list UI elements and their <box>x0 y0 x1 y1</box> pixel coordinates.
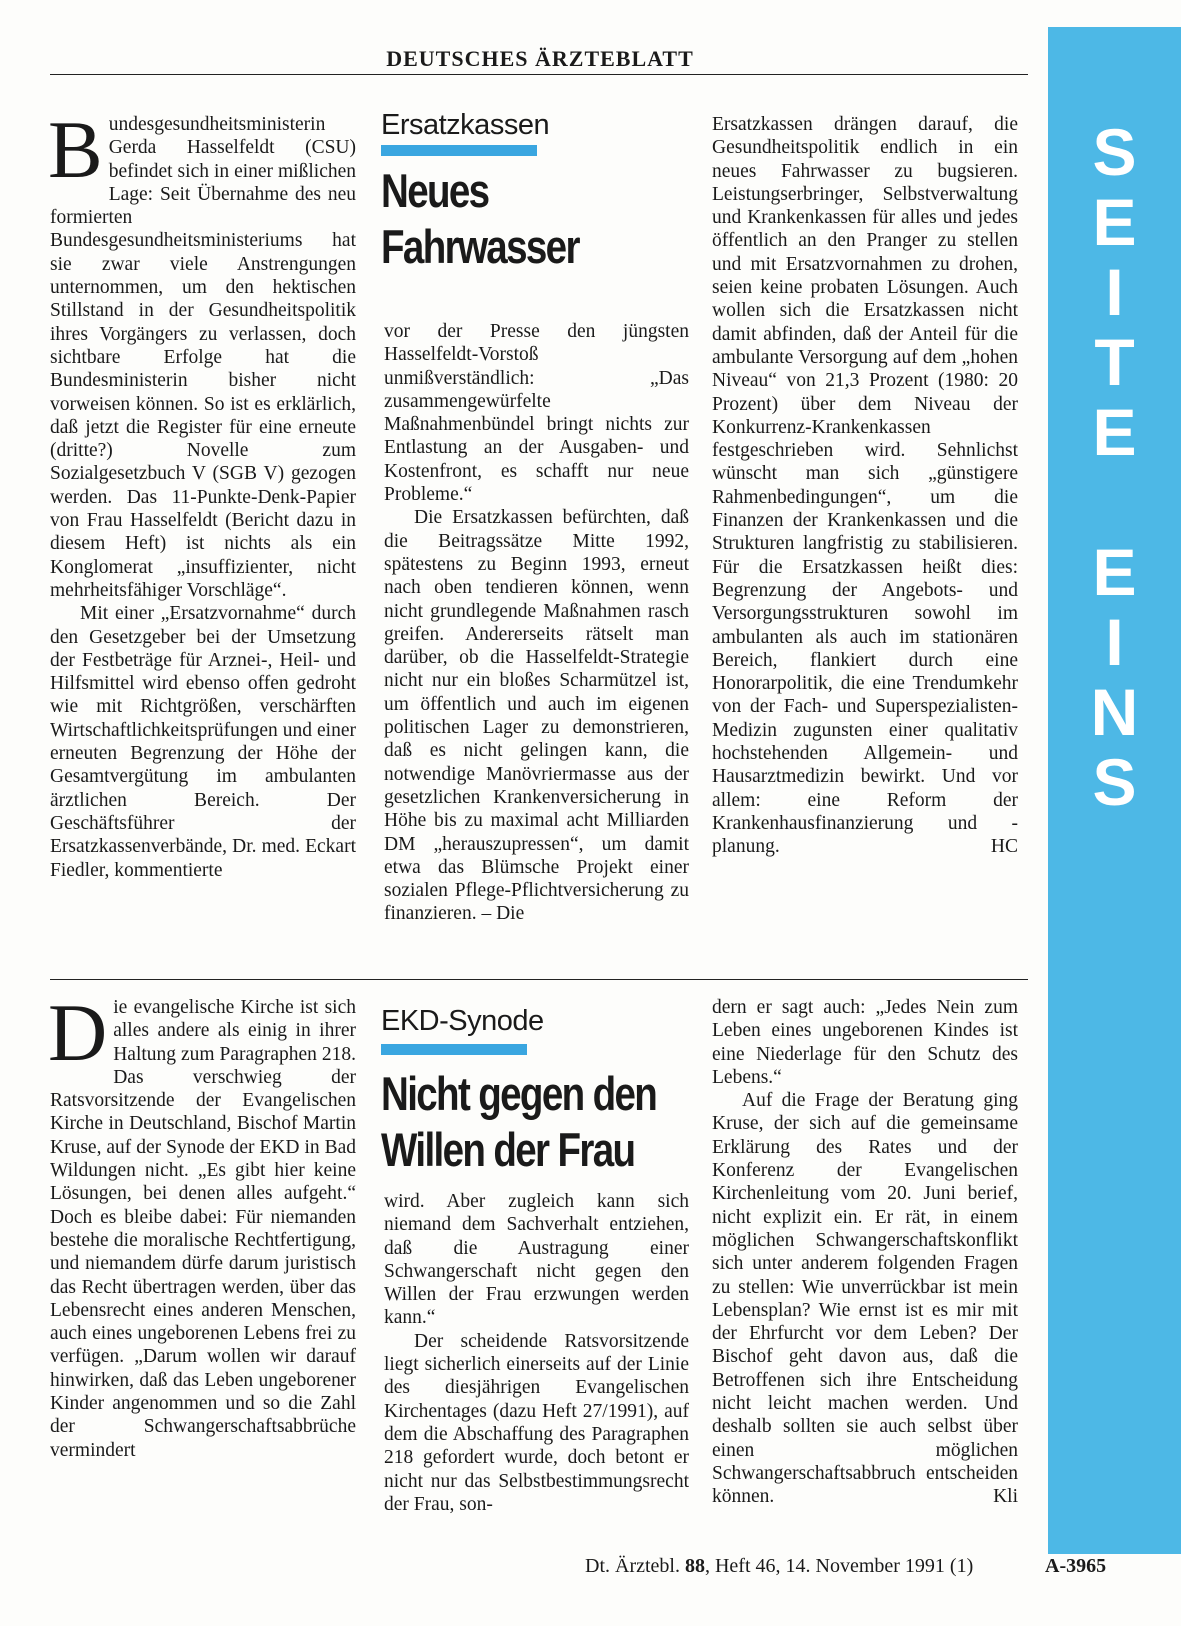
article2-rubric: EKD-Synode <box>381 1005 544 1037</box>
article1-headline-line2: Fahrwasser <box>381 220 579 273</box>
article2-col3-text: Auf die Frage der Beratung ging Kruse, der sich auf die gemeinsame Erklärung des Rates und der Konferenz der Evangelischen Kirchenleitung vom 20. Juni berief, nicht explizit ein. Er rät, in einem möglichen Schwangerschaftskonflikt sich unter anderem folgenden Fragen zu stellen: Wie unverrückbar ist mein Lebensplan? Wie ernst ist es mir mit der Ehrfurcht vor dem Leben? Der Bischof geht davon aus, daß die Betroffenen sich ihre Entscheidung nicht leicht machen werden. Und deshalb sollten sie auch selbst über einen möglichen Schwangerschaftsabbruch entscheiden können. <box>712 1090 1018 1508</box>
article1-col2-paragraph1: vor der Presse den jüngsten Hasselfeldt-Vorstoß unmißverständlich: „Das zusammengewürfelte Maßnahmenbündel bringt nichts zur Entlastung an der Ausgaben- und Kostenfront, es schafft nur neue Probleme.“ <box>384 321 689 506</box>
article2-col2 <box>384 1190 689 1516</box>
article1-col2 <box>384 320 689 926</box>
sidebar-letter: I <box>1105 255 1124 329</box>
article2-headline-line1: Nicht gegen den <box>381 1067 657 1120</box>
article1-col3-text: Ersatzkassen drängen darauf, die Gesundheitspolitik endlich in ein neues Fahrwasser zu bugsieren. Leistungserbringer, Selbstverwaltung und Krankenkassen für alles und jedes öffentlich an den Pranger zu stellen und mit Ersatzvornahmen zu drohen, seien keine probaten Lösungen. Auch wollen sich die Ersatzkassen nicht damit abfinden, daß der Anteil für die ambulante Versorgung auf dem „hohen Niveau“ von 21,3 Prozent (1980: 20 Prozent) über dem Niveau der Konkurrenz-Krankenkassen festgeschrieben wird. Sehnlichst wünscht man sich „günstigere Rahmenbedingungen“, um die Finanzen der Krankenkassen und die Strukturen langfristig zu stabilisieren. Für die Ersatzkassen heißt dies: Begrenzung der Angebots- und Versorgungsstrukturen sowohl im ambulanten als auch im stationären Bereich, flankiert durch eine Honorarpolitik, die eine Trendumkehr von der Fach- und Superspezialisten-Medizin zugunsten einer qualitativ hochstehenden Allgemein- und Hausarztmedizin bewirkt. Und vor allem: eine Reform der Krankenhausfinanzierung und -planung. <box>712 114 1018 858</box>
sidebar-letter: E <box>1092 185 1137 259</box>
footer-issue: , Heft 46, 14. November 1991 (1) <box>704 1555 974 1577</box>
article2-col2-paragraph1: wird. Aber zugleich kann sich niemand dem Sachverhalt entziehen, daß die Austragung einer Schwangerschaft nicht gegen den Willen der Frau erzwungen werden kann.“ <box>384 1191 689 1329</box>
footer-citation <box>585 1555 973 1578</box>
sidebar-letter: I <box>1105 605 1124 679</box>
page-number: A-3965 <box>1045 1555 1107 1577</box>
sidebar-letter: S <box>1092 745 1137 819</box>
footer-journal: Dt. Ärztebl. <box>585 1555 680 1577</box>
sidebar-letter: E <box>1092 535 1137 609</box>
footer-volume: 88 <box>684 1555 705 1577</box>
article2-col3-paragraph1: dern er sagt auch: „Jedes Nein zum Leben eines ungeborenen Kindes ist eine Niederlage für den Schutz des Lebens.“ <box>712 997 1018 1088</box>
sidebar-letter: N <box>1090 675 1139 749</box>
article1-col2-paragraph2: Die Ersatzkassen befürchten, daß die Beitragssätze Mitte 1992, spätestens zu Beginn 1993, erneut nach oben tendieren können, wenn nicht grundlegende Maßnahmen rasch greifen. Andererseits rätselt man darüber, ob die Hasselfeldt-Strategie nicht nur ein bloßes Scharmützel ist, um öffentlich und auch im eigenen politischen Lager zu demonstrieren, daß es nicht gelingen kann, die notwendige Manövriermasse aus der gesetzlichen Krankenversicherung in Höhe bis zu maximal acht Milliarden DM „herauszupressen“, um damit etwa das Blümsche Projekt einer sozialen Pflege-Pflichtversicherung zu finanzieren. – Die <box>384 507 689 925</box>
sidebar-letters <box>1048 115 1181 819</box>
article2-col3 <box>712 996 1018 1509</box>
article2-col1-text: ie evangelische Kirche ist sich alles andere als einig in ihrer Haltung zum Paragraphen 218. Das verschwieg der Ratsvorsitzende der Evangelischen Kirche in Deutschland, Bischof Martin Kruse, auf der Synode der EKD in Bad Wildungen nicht. „Es gibt hier keine Lösungen, bei denen alles aufgeht.“ Doch es bleibe dabei: Für niemanden bestehe die moralische Rechtfertigung, und niemandem dürfe darum juristisch das Recht übertragen werden, über das Lebensrecht eines anderen Menschen, auch eines ungeborenen Lebens frei zu verfügen. „Darum wollen wir darauf hinwirken, daß das Leben ungeborener Kinder angenommen und so die Zahl der Schwangerschaftsabbrüche vermindert <box>50 997 356 1461</box>
article1-rubric-bar <box>381 145 537 156</box>
article1-col1-text: undesgesundheitsministerin Gerda Hasselfeldt (CSU) befindet sich in einer mißlichen Lage: Seit Übernahme des neu formierten Bundesgesundheitsministeriums hat sie zwar viele Anstrengungen unternommen, um den hektischen Stillstand in der Gesundheitspolitik ihres Vorgängers zu verlassen, doch sichtbare Erfolge hat die Bundesministerin bisher nicht vorweisen können. So ist es erklärlich, daß jetzt die Register für eine erneute (dritte?) Novelle zum Sozialgesetzbuch V (SGB V) gezogen werden. Das 11-Punkte-Denk-Papier von Frau Hasselfeldt (Bericht dazu in diesem Heft) ist nichts als ein Konglomerat „insuffizienter, nicht mehrheitsfähiger Vorschläge“. <box>50 114 356 601</box>
article2-rubric-bar <box>381 1044 527 1055</box>
sidebar-letter: T <box>1094 325 1135 399</box>
article1-col1 <box>48 104 356 882</box>
article2-dropcap: D <box>48 987 108 1078</box>
masthead: DEUTSCHES ÄRZTEBLATT <box>386 46 694 71</box>
mid-rule <box>50 979 1028 980</box>
article1-headline <box>381 163 579 275</box>
article1-rubric: Ersatzkassen <box>381 109 550 141</box>
article2-headline-line2: Willen der Frau <box>381 1123 635 1176</box>
sidebar-letter: E <box>1092 395 1137 469</box>
article2-signature: Kli <box>993 1486 1018 1508</box>
article1-col3 <box>712 113 1018 859</box>
article2-col1 <box>48 987 356 1462</box>
sidebar-seite-eins <box>1048 27 1181 1554</box>
top-rule <box>50 74 1028 75</box>
article2-headline <box>381 1066 656 1178</box>
article1-col1-paragraph2: Mit einer „Ersatzvornahme“ durch den Gesetzgeber bei der Umsetzung der Festbeträge für Arznei-, Heil- und Hilfsmittel wird ebenso offen gedroht wie mit Richtgrößen, verschärften Wirtschaftlichkeitsprüfungen und einer erneuten Begrenzung der Höhe der Gesamtvergütung im ambulanten ärztlichen Bereich. Der Geschäftsführer der Ersatzkassenverbände, Dr. med. Eckart Fiedler, kommentierte <box>50 603 356 881</box>
sidebar-letter: S <box>1092 115 1137 189</box>
article1-signature: HC <box>990 836 1018 858</box>
article2-col2-paragraph2: Der scheidende Ratsvorsitzende liegt sicherlich einerseits auf der Linie des diesjährigen Evangelischen Kirchentages (dazu Heft 27/1991), auf dem die Abschaffung des Paragraphen 218 gefordert wurde, doch betont er nicht nur das Selbstbestimmungsrecht der Frau, son- <box>384 1330 689 1515</box>
article1-dropcap: B <box>48 104 103 195</box>
article1-headline-line1: Neues <box>381 164 489 217</box>
